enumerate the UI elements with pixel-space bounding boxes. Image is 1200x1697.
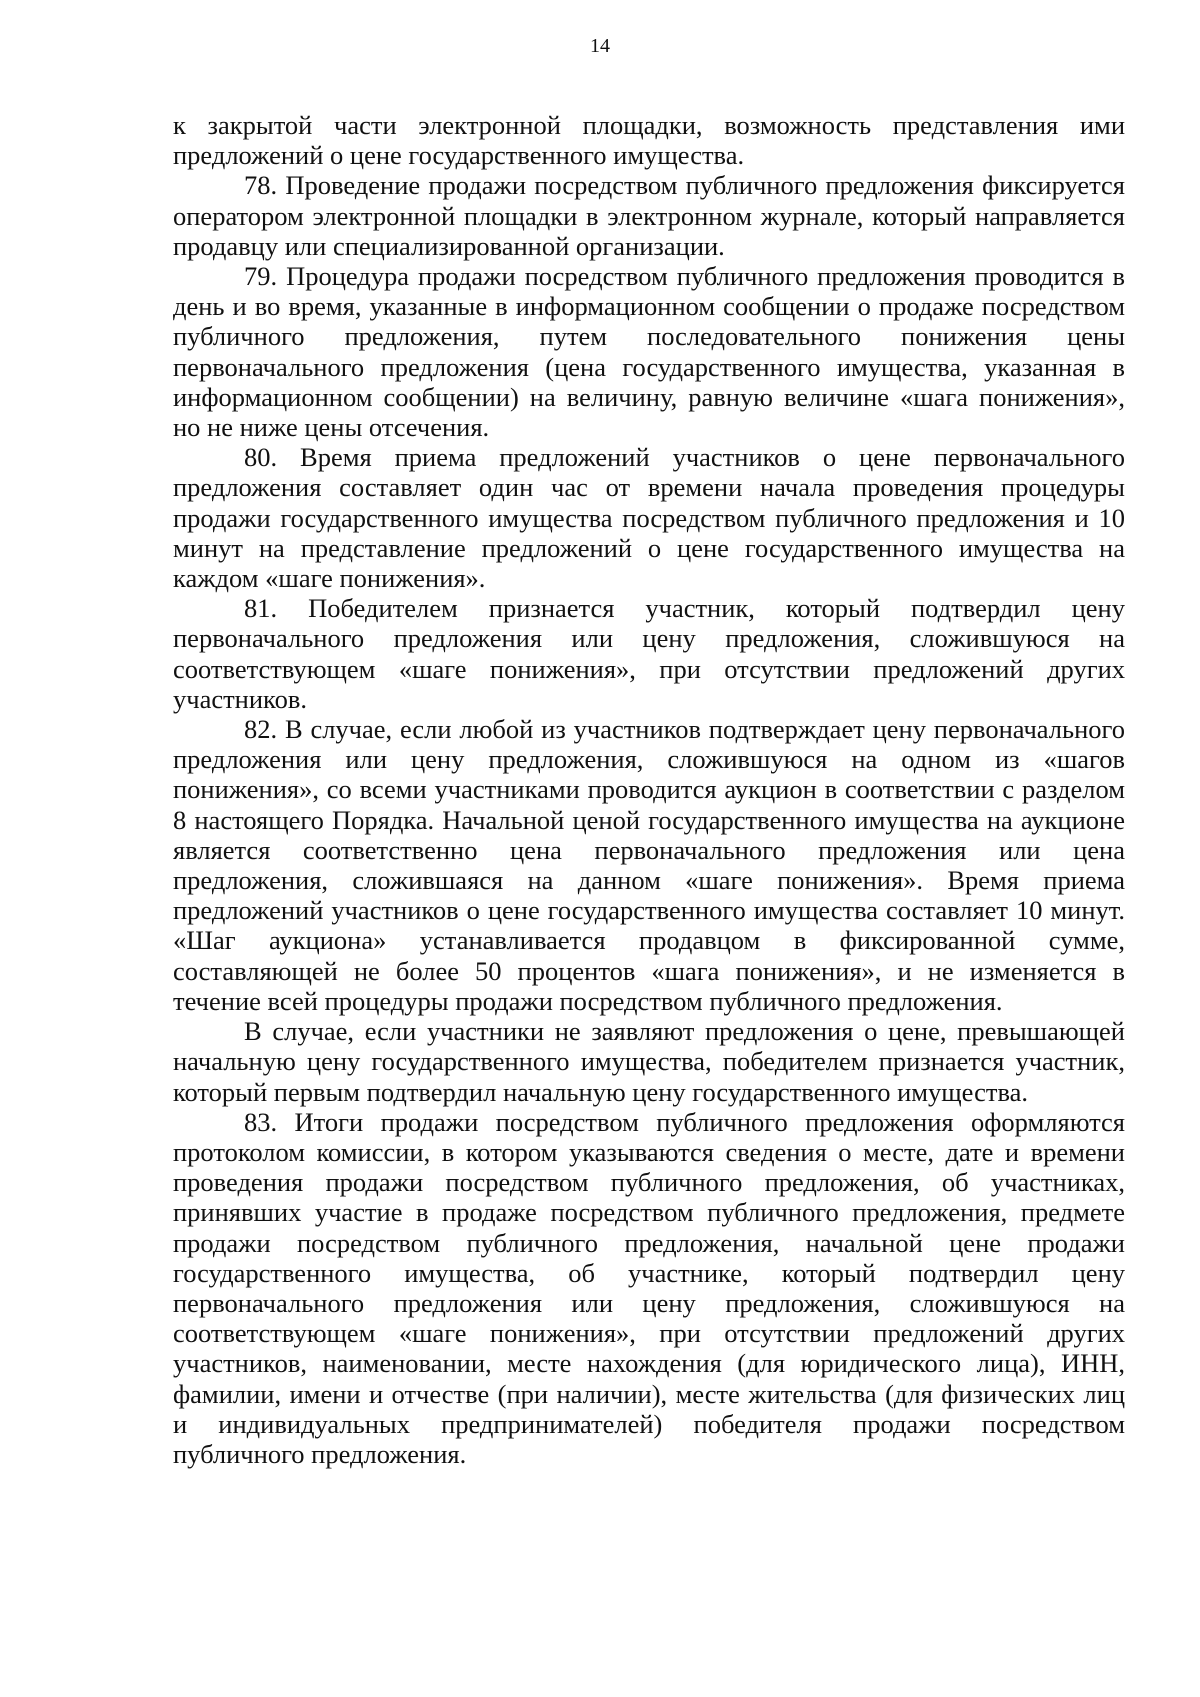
paragraph-83: 83. Итоги продажи посредством публичного предложения оформляются протоколом комиссии, в котором указываются сведения о месте, дате и времени проведения продажи посредством публичного предложения, об участниках, принявших участие в продаже посредством публичного предложения, предмете продажи посредством публичного предложения, начальной цене продажи государственного имущества, об участнике, который подтвердил цену первоначального предложения или цену предложения, сложившуюся на соответствующем «шаге понижения», при отсутствии предложений других участников, наименовании, месте нахождения (для юридического лица), ИНН, фамилии, имени и отчестве (при наличии), месте жительства (для физических лиц и индивидуальных предпринимателей) победителя продажи посредством публичного предложения. <box>173 1106 1125 1469</box>
document-body <box>173 110 1125 1469</box>
paragraph-82-continuation: В случае, если участники не заявляют предложения о цене, превышающей начальную цену государственного имущества, победителем признается участник, который первым подтвердил начальную цену государственного имущества. <box>173 1016 1125 1107</box>
paragraph-78: 78. Проведение продажи посредством публичного предложения фиксируется оператором электронной площадки в электронном журнале, который направляется продавцу или специализированной организации. <box>173 170 1125 261</box>
paragraph-79: 79. Процедура продажи посредством публичного предложения проводится в день и во время, указанные в информационном сообщении о продаже посредством публичного предложения, путем последовательного понижения цены первоначального предложения (цена государственного имущества, указанная в информационном сообщении) на величину, равную величине «шага понижения», но не ниже цены отсечения. <box>173 261 1125 443</box>
page-number: 14 <box>590 35 610 57</box>
paragraph-continuation: к закрытой части электронной площадки, возможность представления ими предложений о цене государственного имущества. <box>173 110 1125 171</box>
paragraph-80: 80. Время приема предложений участников о цене первоначального предложения составляет один час от времени начала проведения процедуры продажи государственного имущества посредством публичного предложения и 10 минут на представление предложений о цене государственного имущества на каждом «шаге понижения». <box>173 442 1125 594</box>
paragraph-81: 81. Победителем признается участник, который подтвердил цену первоначального предложения или цену предложения, сложившуюся на соответствующем «шаге понижения», при отсутствии предложений других участников. <box>173 593 1125 714</box>
paragraph-82: 82. В случае, если любой из участников подтверждает цену первоначального предложения или цену предложения, сложившуюся на одном из «шагов понижения», со всеми участниками проводится аукцион в соответствии с разделом 8 настоящего Порядка. Начальной ценой государственного имущества на аукционе является соответственно цена первоначального предложения или цена предложения, сложившаяся на данном «шаге понижения». Время приема предложений участников о цене государственного имущества составляет 10 минут. «Шаг аукциона» устанавливается продавцом в фиксированной сумме, составляющей не более 50 процентов «шага понижения», и не изменяется в течение всей процедуры продажи посредством публичного предложения. <box>173 714 1125 1016</box>
